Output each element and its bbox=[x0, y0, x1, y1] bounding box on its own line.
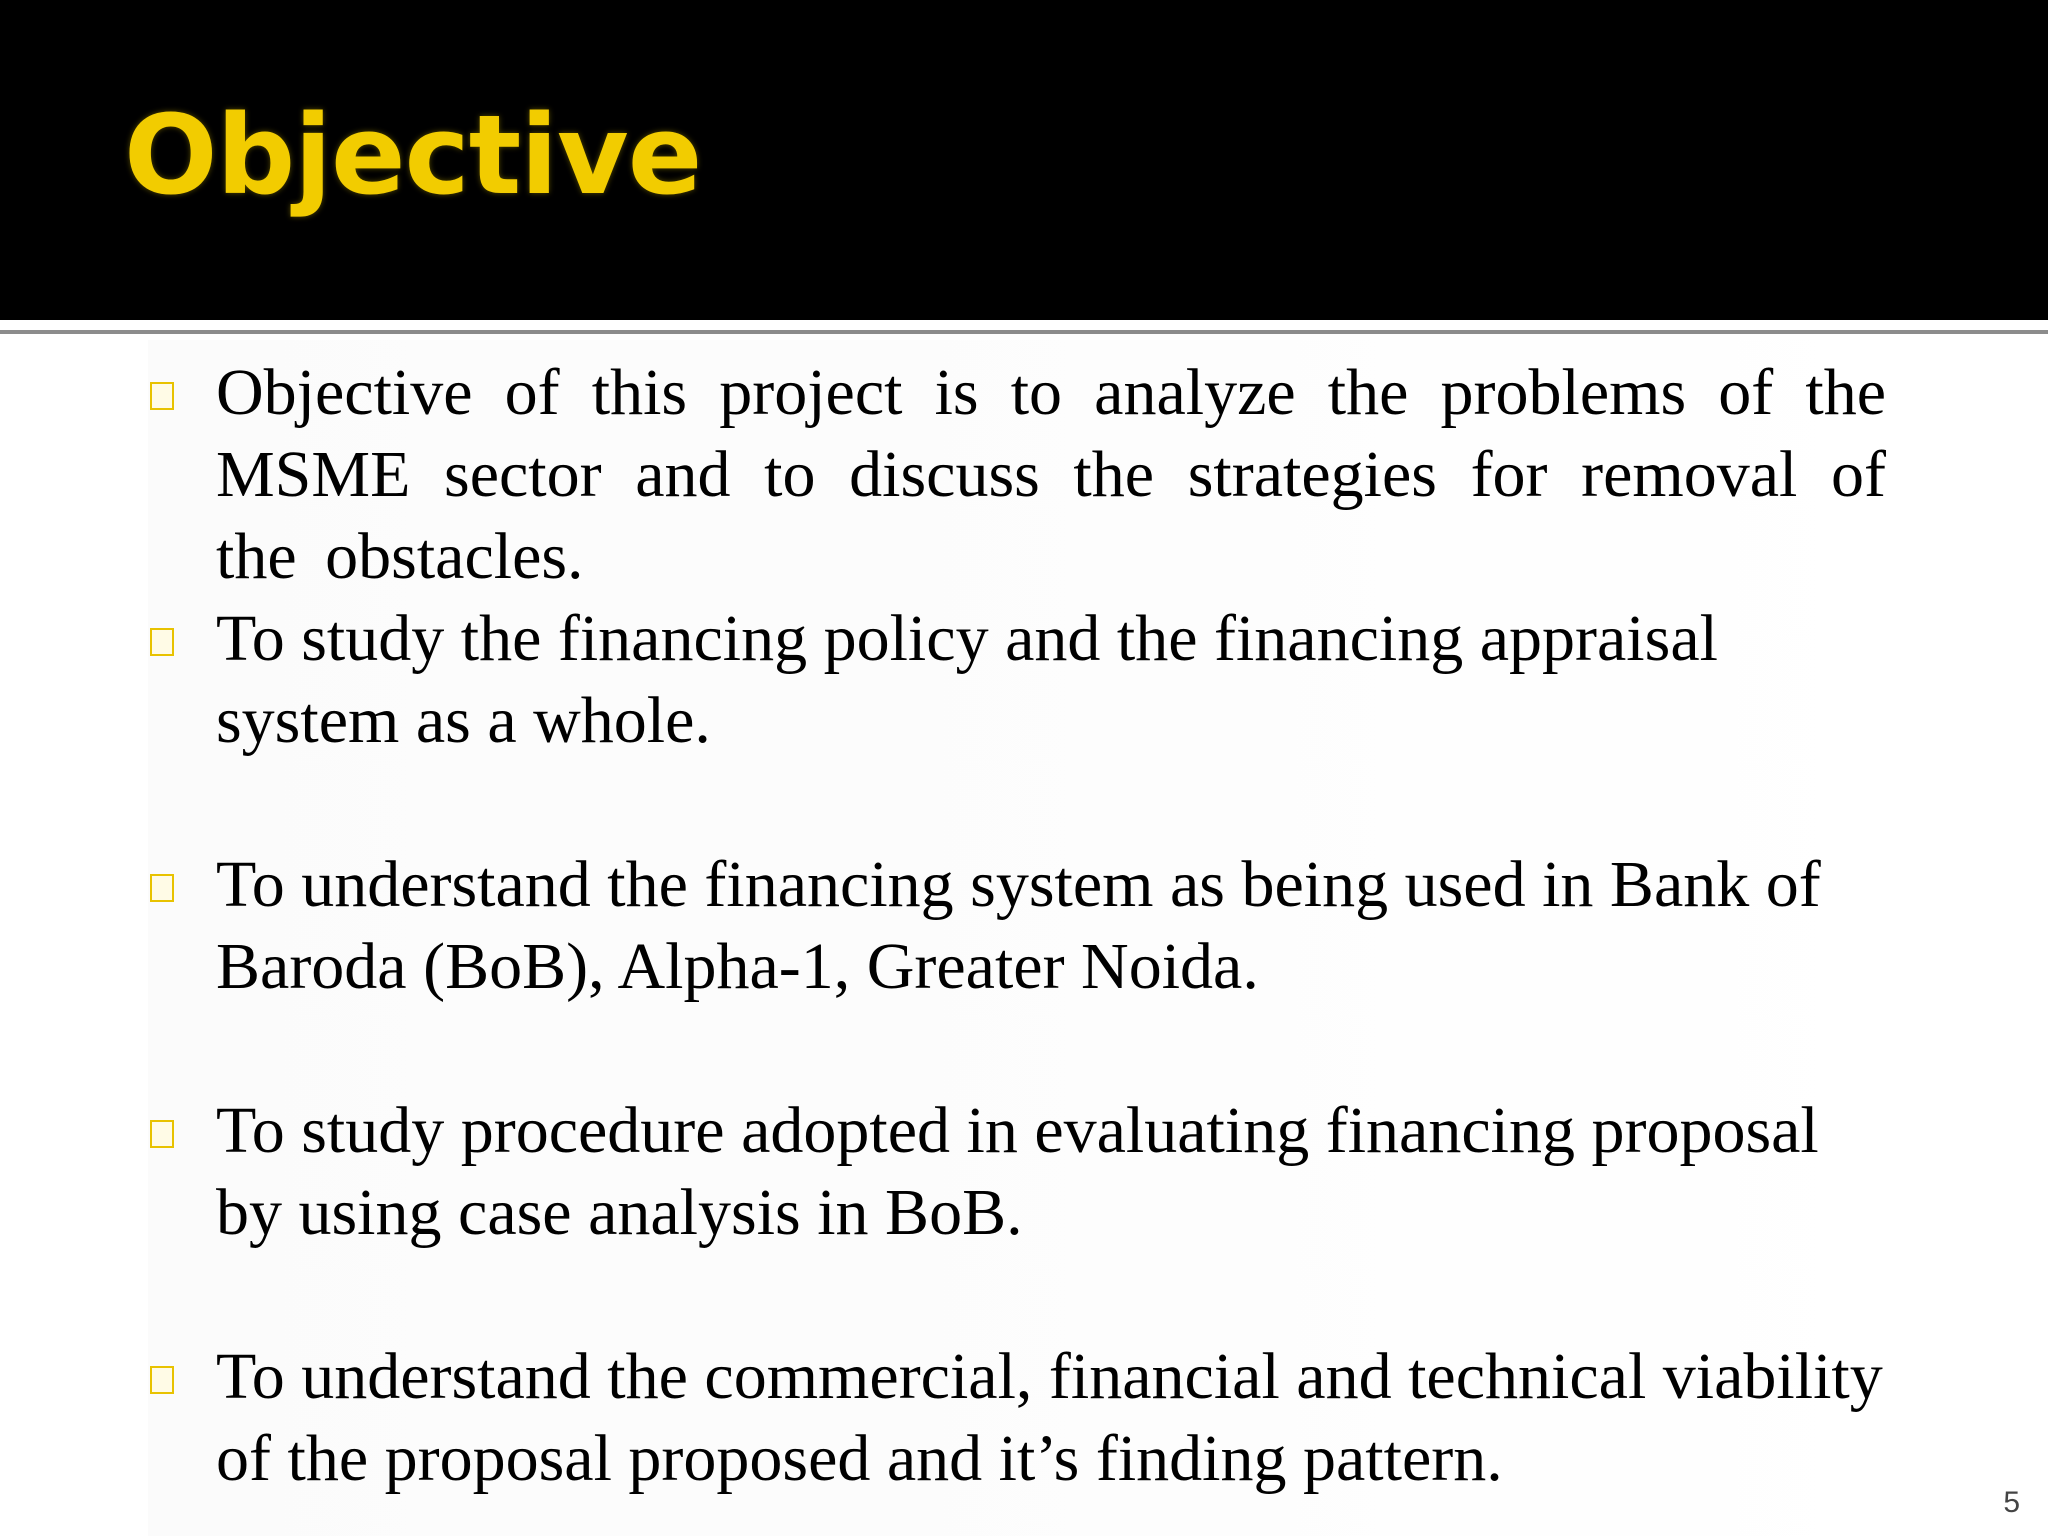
bullet-text: To understand the commercial, financial and technical viability of the proposal proposed and it’s finding pattern. bbox=[216, 1340, 1883, 1495]
bullet-text: To study the financing policy and the financing appraisal system as a whole. bbox=[216, 602, 1718, 757]
bullet-item bbox=[150, 844, 1890, 1008]
square-bullet-icon bbox=[150, 874, 174, 902]
bullet-text: To study procedure adopted in evaluating financing proposal by using case analysis in BoB. bbox=[216, 1094, 1819, 1249]
square-bullet-icon bbox=[150, 628, 174, 656]
square-bullet-icon bbox=[150, 1120, 174, 1148]
title-bar bbox=[0, 0, 2048, 320]
square-bullet-icon bbox=[150, 1366, 174, 1394]
bullet-item bbox=[150, 1090, 1890, 1254]
title-divider-line bbox=[0, 330, 2048, 334]
bullet-item bbox=[150, 352, 1886, 598]
bullet-text: To understand the financing system as being used in Bank of Baroda (BoB), Alpha-1, Greater Noida. bbox=[216, 848, 1821, 1003]
bullet-text: Objective of this project is to analyze the problems of the MSME sector and to discuss the strategies for removal of the obstacles. bbox=[216, 356, 1886, 593]
bullet-list bbox=[150, 352, 1890, 1500]
slide-title: Objective bbox=[124, 91, 702, 219]
bullet-item bbox=[150, 1336, 1890, 1500]
bullet-item bbox=[150, 598, 1890, 762]
title-divider bbox=[0, 320, 2048, 330]
page-number: 5 bbox=[2003, 1486, 2020, 1519]
square-bullet-icon bbox=[150, 382, 174, 410]
